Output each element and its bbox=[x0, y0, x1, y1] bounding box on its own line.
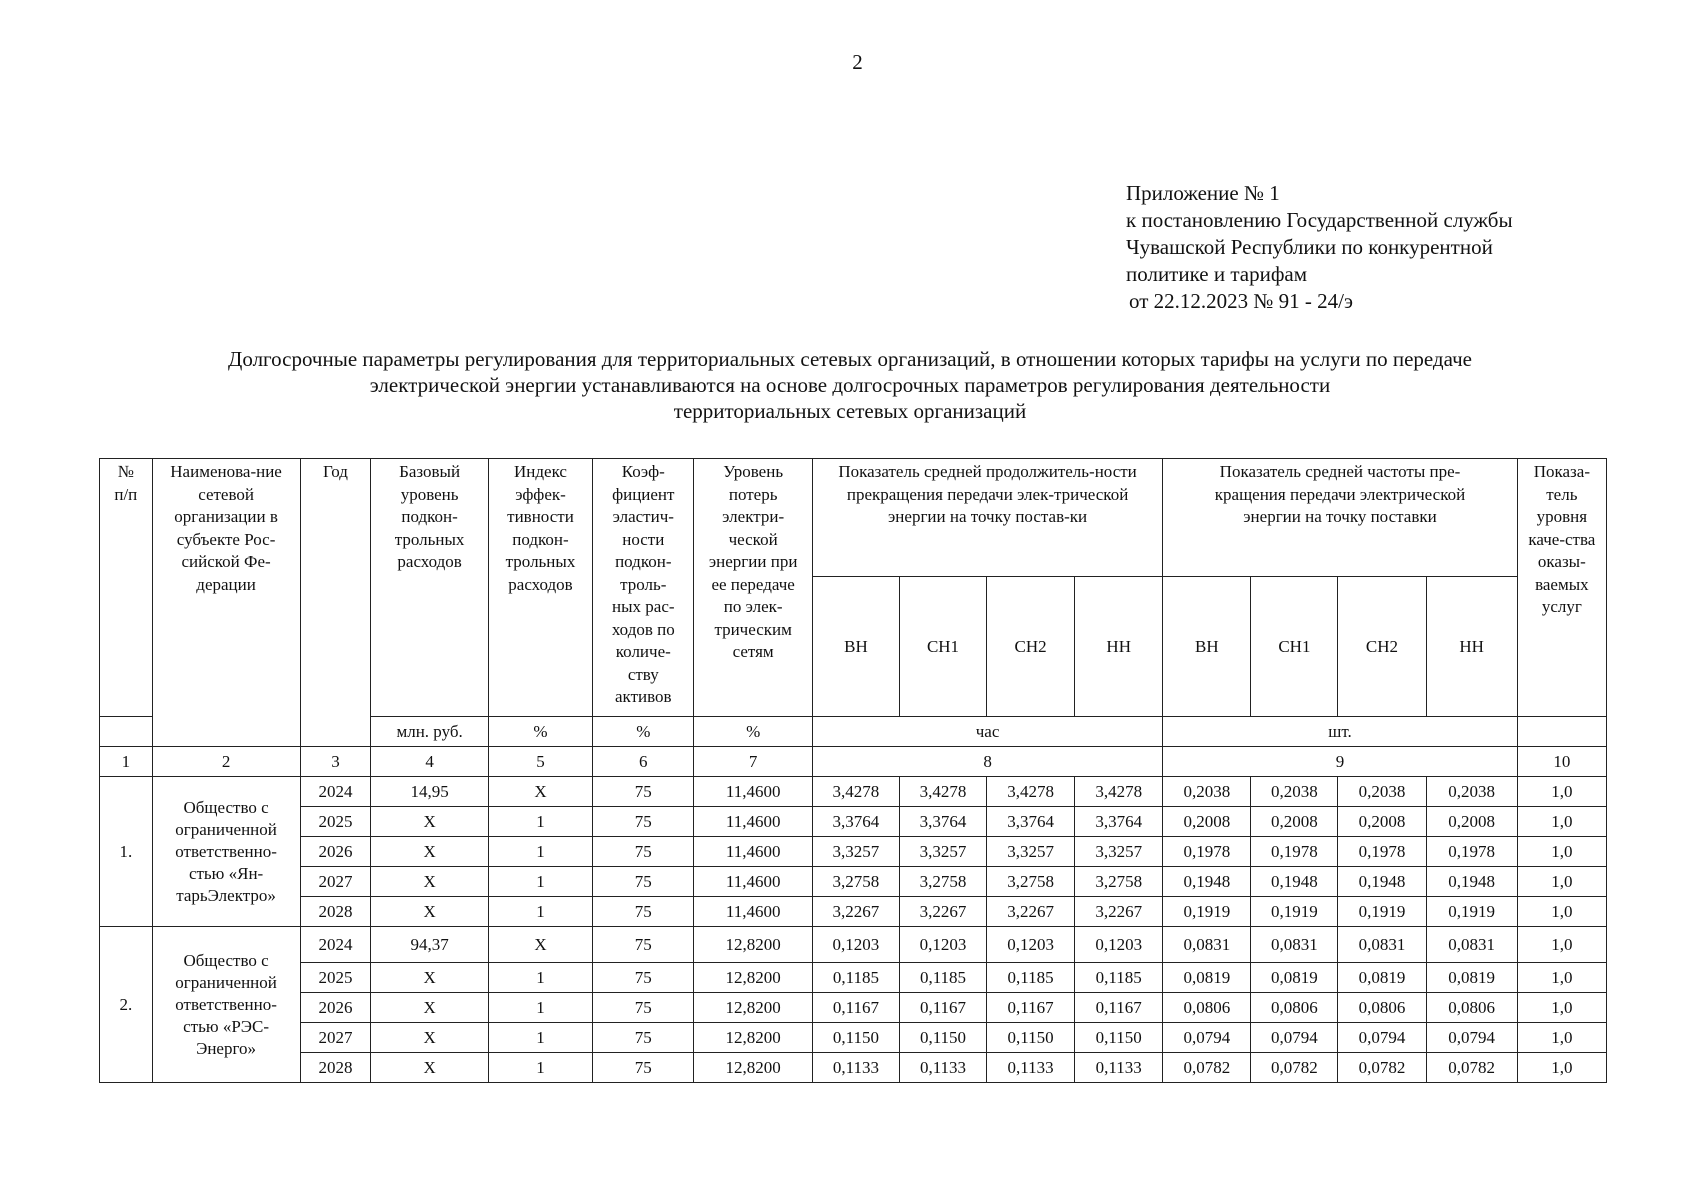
quality-cell: 1,0 bbox=[1517, 807, 1606, 837]
duration-nn-cell: 0,1150 bbox=[1075, 1023, 1163, 1053]
base-level-cell: X bbox=[371, 837, 488, 867]
frequency-sn2-cell: 0,1919 bbox=[1338, 897, 1426, 927]
header-frequency-sn2: СН2 bbox=[1338, 577, 1426, 717]
elasticity-cell: 75 bbox=[593, 867, 694, 897]
efficiency-cell: 1 bbox=[488, 993, 592, 1023]
frequency-vn-cell: 0,1948 bbox=[1163, 867, 1251, 897]
header-frequency-sn1: СН1 bbox=[1251, 577, 1338, 717]
quality-cell: 1,0 bbox=[1517, 993, 1606, 1023]
duration-sn2-cell: 0,1203 bbox=[987, 927, 1075, 963]
quality-cell: 1,0 bbox=[1517, 927, 1606, 963]
frequency-sn1-cell: 0,0819 bbox=[1251, 963, 1338, 993]
header-frequency-vn: ВН bbox=[1163, 577, 1251, 717]
header-num: № п/п bbox=[100, 459, 153, 717]
quality-cell: 1,0 bbox=[1517, 867, 1606, 897]
frequency-vn-cell: 0,0806 bbox=[1163, 993, 1251, 1023]
table-body bbox=[100, 777, 1607, 1083]
loss-cell: 12,8200 bbox=[694, 993, 812, 1023]
appendix-line: Чувашской Республики по конкурентной bbox=[1126, 235, 1493, 259]
frequency-vn-cell: 0,0831 bbox=[1163, 927, 1251, 963]
year-cell: 2025 bbox=[300, 807, 371, 837]
unit-frequency: шт. bbox=[1163, 717, 1517, 747]
title-line: территориальных сетевых организаций bbox=[673, 399, 1027, 423]
header-efficiency-index: Индекс эффек-тивности подкон-трольных расходов bbox=[488, 459, 592, 717]
frequency-nn-cell: 0,1948 bbox=[1426, 867, 1517, 897]
duration-nn-cell: 0,1133 bbox=[1075, 1053, 1163, 1083]
duration-nn-cell: 3,3764 bbox=[1075, 807, 1163, 837]
table-row bbox=[100, 897, 1607, 927]
duration-sn2-cell: 3,4278 bbox=[987, 777, 1075, 807]
duration-vn-cell: 0,1185 bbox=[812, 963, 899, 993]
elasticity-cell: 75 bbox=[593, 963, 694, 993]
duration-sn1-cell: 0,1185 bbox=[899, 963, 986, 993]
duration-sn1-cell: 0,1203 bbox=[899, 927, 986, 963]
table-row bbox=[100, 1023, 1607, 1053]
duration-vn-cell: 0,1203 bbox=[812, 927, 899, 963]
duration-vn-cell: 0,1150 bbox=[812, 1023, 899, 1053]
duration-nn-cell: 3,3257 bbox=[1075, 837, 1163, 867]
table-row bbox=[100, 777, 1607, 807]
duration-vn-cell: 3,2758 bbox=[812, 867, 899, 897]
duration-sn1-cell: 3,3257 bbox=[899, 837, 986, 867]
quality-cell: 1,0 bbox=[1517, 897, 1606, 927]
header-duration-sn1: СН1 bbox=[899, 577, 986, 717]
frequency-sn1-cell: 0,1919 bbox=[1251, 897, 1338, 927]
loss-cell: 11,4600 bbox=[694, 897, 812, 927]
header-quality: Показа-тель уровня каче-ства оказы-ваемых услуг bbox=[1517, 459, 1606, 717]
frequency-vn-cell: 0,0782 bbox=[1163, 1053, 1251, 1083]
col-number: 5 bbox=[488, 747, 592, 777]
loss-cell: 12,8200 bbox=[694, 927, 812, 963]
col-number: 6 bbox=[593, 747, 694, 777]
base-level-cell: X bbox=[371, 1023, 488, 1053]
year-cell: 2026 bbox=[300, 837, 371, 867]
frequency-nn-cell: 0,2038 bbox=[1426, 777, 1517, 807]
title-line: электрической энергии устанавливаются на основе долгосрочных параметров регулирования деятельности bbox=[369, 373, 1331, 397]
efficiency-cell: 1 bbox=[488, 867, 592, 897]
duration-vn-cell: 0,1133 bbox=[812, 1053, 899, 1083]
frequency-sn2-cell: 0,1978 bbox=[1338, 837, 1426, 867]
col-number: 8 bbox=[812, 747, 1162, 777]
year-cell: 2028 bbox=[300, 1053, 371, 1083]
elasticity-cell: 75 bbox=[593, 777, 694, 807]
table-row bbox=[100, 807, 1607, 837]
header-frequency: Показатель средней частоты пре-кращения передачи электрической энергии на точку поставки bbox=[1163, 459, 1517, 577]
frequency-sn2-cell: 0,0806 bbox=[1338, 993, 1426, 1023]
duration-vn-cell: 3,3764 bbox=[812, 807, 899, 837]
quality-cell: 1,0 bbox=[1517, 1053, 1606, 1083]
quality-cell: 1,0 bbox=[1517, 1023, 1606, 1053]
base-level-cell: 14,95 bbox=[371, 777, 488, 807]
duration-sn1-cell: 3,2758 bbox=[899, 867, 986, 897]
document-title bbox=[100, 346, 1600, 424]
col-number: 4 bbox=[371, 747, 488, 777]
frequency-nn-cell: 0,0782 bbox=[1426, 1053, 1517, 1083]
loss-cell: 11,4600 bbox=[694, 867, 812, 897]
base-level-cell: X bbox=[371, 807, 488, 837]
table-row bbox=[100, 927, 1607, 963]
frequency-nn-cell: 0,0794 bbox=[1426, 1023, 1517, 1053]
duration-nn-cell: 3,2758 bbox=[1075, 867, 1163, 897]
duration-sn2-cell: 0,1185 bbox=[987, 963, 1075, 993]
org-number: 1. bbox=[100, 777, 153, 927]
base-level-cell: X bbox=[371, 897, 488, 927]
unit-loss: % bbox=[694, 717, 812, 747]
unit-empty bbox=[1517, 717, 1606, 747]
duration-sn2-cell: 0,1167 bbox=[987, 993, 1075, 1023]
unit-empty bbox=[100, 717, 153, 747]
appendix-line: от 22.12.2023 № 91 - 24/э bbox=[1129, 289, 1354, 313]
quality-cell: 1,0 bbox=[1517, 837, 1606, 867]
frequency-vn-cell: 0,0819 bbox=[1163, 963, 1251, 993]
duration-nn-cell: 3,4278 bbox=[1075, 777, 1163, 807]
appendix-line: Приложение № 1 bbox=[1126, 181, 1280, 205]
frequency-sn1-cell: 0,0794 bbox=[1251, 1023, 1338, 1053]
header-org-name: Наименова-ние сетевой организации в субъекте Рос-сийской Фе-дерации bbox=[152, 459, 300, 747]
duration-sn2-cell: 3,3764 bbox=[987, 807, 1075, 837]
base-level-cell: 94,37 bbox=[371, 927, 488, 963]
duration-nn-cell: 0,1167 bbox=[1075, 993, 1163, 1023]
year-cell: 2028 bbox=[300, 897, 371, 927]
col-number: 3 bbox=[300, 747, 371, 777]
col-number: 9 bbox=[1163, 747, 1517, 777]
base-level-cell: X bbox=[371, 963, 488, 993]
org-number: 2. bbox=[100, 927, 153, 1083]
frequency-sn2-cell: 0,0794 bbox=[1338, 1023, 1426, 1053]
efficiency-cell: 1 bbox=[488, 1023, 592, 1053]
duration-sn1-cell: 3,3764 bbox=[899, 807, 986, 837]
efficiency-cell: X bbox=[488, 777, 592, 807]
elasticity-cell: 75 bbox=[593, 993, 694, 1023]
duration-sn1-cell: 0,1167 bbox=[899, 993, 986, 1023]
loss-cell: 12,8200 bbox=[694, 963, 812, 993]
table-row bbox=[100, 837, 1607, 867]
base-level-cell: X bbox=[371, 1053, 488, 1083]
efficiency-cell: 1 bbox=[488, 963, 592, 993]
frequency-nn-cell: 0,0806 bbox=[1426, 993, 1517, 1023]
duration-sn2-cell: 0,1150 bbox=[987, 1023, 1075, 1053]
header-duration-nn: НН bbox=[1075, 577, 1163, 717]
duration-vn-cell: 0,1167 bbox=[812, 993, 899, 1023]
parameters-table bbox=[99, 458, 1607, 1083]
appendix-line: политике и тарифам bbox=[1126, 262, 1308, 286]
elasticity-cell: 75 bbox=[593, 807, 694, 837]
base-level-cell: X bbox=[371, 867, 488, 897]
org-name: Общество с ограниченной ответственно-стью «Ян-тарьЭлектро» bbox=[152, 777, 300, 927]
year-cell: 2026 bbox=[300, 993, 371, 1023]
col-number: 7 bbox=[694, 747, 812, 777]
duration-nn-cell: 0,1203 bbox=[1075, 927, 1163, 963]
appendix-block bbox=[1126, 180, 1513, 315]
duration-sn1-cell: 3,2267 bbox=[899, 897, 986, 927]
org-name: Общество с ограниченной ответственно-стью «РЭС-Энерго» bbox=[152, 927, 300, 1083]
header-base-level: Базовый уровень подкон-трольных расходов bbox=[371, 459, 488, 717]
duration-sn1-cell: 0,1133 bbox=[899, 1053, 986, 1083]
col-number: 10 bbox=[1517, 747, 1606, 777]
year-cell: 2024 bbox=[300, 777, 371, 807]
duration-nn-cell: 3,2267 bbox=[1075, 897, 1163, 927]
title-line: Долгосрочные параметры регулирования для территориальных сетевых организаций, в отношении которых тарифы на услуги по передаче bbox=[228, 347, 1472, 371]
quality-cell: 1,0 bbox=[1517, 777, 1606, 807]
loss-cell: 11,4600 bbox=[694, 837, 812, 867]
header-duration-vn: ВН bbox=[812, 577, 899, 717]
table-row bbox=[100, 963, 1607, 993]
base-level-cell: X bbox=[371, 993, 488, 1023]
frequency-sn2-cell: 0,2008 bbox=[1338, 807, 1426, 837]
duration-sn1-cell: 0,1150 bbox=[899, 1023, 986, 1053]
frequency-sn2-cell: 0,2038 bbox=[1338, 777, 1426, 807]
frequency-sn2-cell: 0,1948 bbox=[1338, 867, 1426, 897]
efficiency-cell: 1 bbox=[488, 807, 592, 837]
efficiency-cell: 1 bbox=[488, 1053, 592, 1083]
header-year: Год bbox=[300, 459, 371, 747]
duration-nn-cell: 0,1185 bbox=[1075, 963, 1163, 993]
unit-coef: % bbox=[593, 717, 694, 747]
frequency-sn1-cell: 0,0782 bbox=[1251, 1053, 1338, 1083]
elasticity-cell: 75 bbox=[593, 837, 694, 867]
quality-cell: 1,0 bbox=[1517, 963, 1606, 993]
efficiency-cell: 1 bbox=[488, 897, 592, 927]
efficiency-cell: X bbox=[488, 927, 592, 963]
header-elasticity-coef: Коэф-фициент эластич-ности подкон-троль-ных рас-ходов по количе-ству активов bbox=[593, 459, 694, 717]
frequency-vn-cell: 0,2008 bbox=[1163, 807, 1251, 837]
table-row bbox=[100, 993, 1607, 1023]
frequency-sn2-cell: 0,0782 bbox=[1338, 1053, 1426, 1083]
elasticity-cell: 75 bbox=[593, 1053, 694, 1083]
frequency-sn2-cell: 0,0831 bbox=[1338, 927, 1426, 963]
frequency-sn2-cell: 0,0819 bbox=[1338, 963, 1426, 993]
frequency-vn-cell: 0,1978 bbox=[1163, 837, 1251, 867]
elasticity-cell: 75 bbox=[593, 897, 694, 927]
duration-vn-cell: 3,4278 bbox=[812, 777, 899, 807]
frequency-sn1-cell: 0,1948 bbox=[1251, 867, 1338, 897]
frequency-vn-cell: 0,0794 bbox=[1163, 1023, 1251, 1053]
year-cell: 2024 bbox=[300, 927, 371, 963]
year-cell: 2025 bbox=[300, 963, 371, 993]
unit-base: млн. руб. bbox=[371, 717, 488, 747]
duration-sn2-cell: 0,1133 bbox=[987, 1053, 1075, 1083]
frequency-nn-cell: 0,2008 bbox=[1426, 807, 1517, 837]
header-loss-level: Уровень потерь электри-ческой энергии при ее передаче по элек-трическим сетям bbox=[694, 459, 812, 717]
frequency-sn1-cell: 0,0806 bbox=[1251, 993, 1338, 1023]
col-number: 2 bbox=[152, 747, 300, 777]
table-row bbox=[100, 1053, 1607, 1083]
table-row bbox=[100, 867, 1607, 897]
elasticity-cell: 75 bbox=[593, 1023, 694, 1053]
efficiency-cell: 1 bbox=[488, 837, 592, 867]
unit-duration: час bbox=[812, 717, 1162, 747]
loss-cell: 12,8200 bbox=[694, 1023, 812, 1053]
frequency-nn-cell: 0,0819 bbox=[1426, 963, 1517, 993]
frequency-nn-cell: 0,1919 bbox=[1426, 897, 1517, 927]
duration-vn-cell: 3,2267 bbox=[812, 897, 899, 927]
header-frequency-nn: НН bbox=[1426, 577, 1517, 717]
duration-vn-cell: 3,3257 bbox=[812, 837, 899, 867]
elasticity-cell: 75 bbox=[593, 927, 694, 963]
loss-cell: 11,4600 bbox=[694, 807, 812, 837]
duration-sn2-cell: 3,2758 bbox=[987, 867, 1075, 897]
unit-eff: % bbox=[488, 717, 592, 747]
frequency-nn-cell: 0,0831 bbox=[1426, 927, 1517, 963]
frequency-sn1-cell: 0,0831 bbox=[1251, 927, 1338, 963]
frequency-nn-cell: 0,1978 bbox=[1426, 837, 1517, 867]
appendix-line: к постановлению Государственной службы bbox=[1126, 208, 1513, 232]
duration-sn2-cell: 3,2267 bbox=[987, 897, 1075, 927]
page-number: 2 bbox=[852, 50, 863, 74]
year-cell: 2027 bbox=[300, 1023, 371, 1053]
frequency-vn-cell: 0,2038 bbox=[1163, 777, 1251, 807]
frequency-vn-cell: 0,1919 bbox=[1163, 897, 1251, 927]
year-cell: 2027 bbox=[300, 867, 371, 897]
frequency-sn1-cell: 0,2008 bbox=[1251, 807, 1338, 837]
duration-sn1-cell: 3,4278 bbox=[899, 777, 986, 807]
frequency-sn1-cell: 0,1978 bbox=[1251, 837, 1338, 867]
header-duration: Показатель средней продолжитель-ности прекращения передачи элек-трической энергии на точку постав-ки bbox=[812, 459, 1162, 577]
loss-cell: 11,4600 bbox=[694, 777, 812, 807]
loss-cell: 12,8200 bbox=[694, 1053, 812, 1083]
frequency-sn1-cell: 0,2038 bbox=[1251, 777, 1338, 807]
header-duration-sn2: СН2 bbox=[987, 577, 1075, 717]
col-number: 1 bbox=[100, 747, 153, 777]
duration-sn2-cell: 3,3257 bbox=[987, 837, 1075, 867]
